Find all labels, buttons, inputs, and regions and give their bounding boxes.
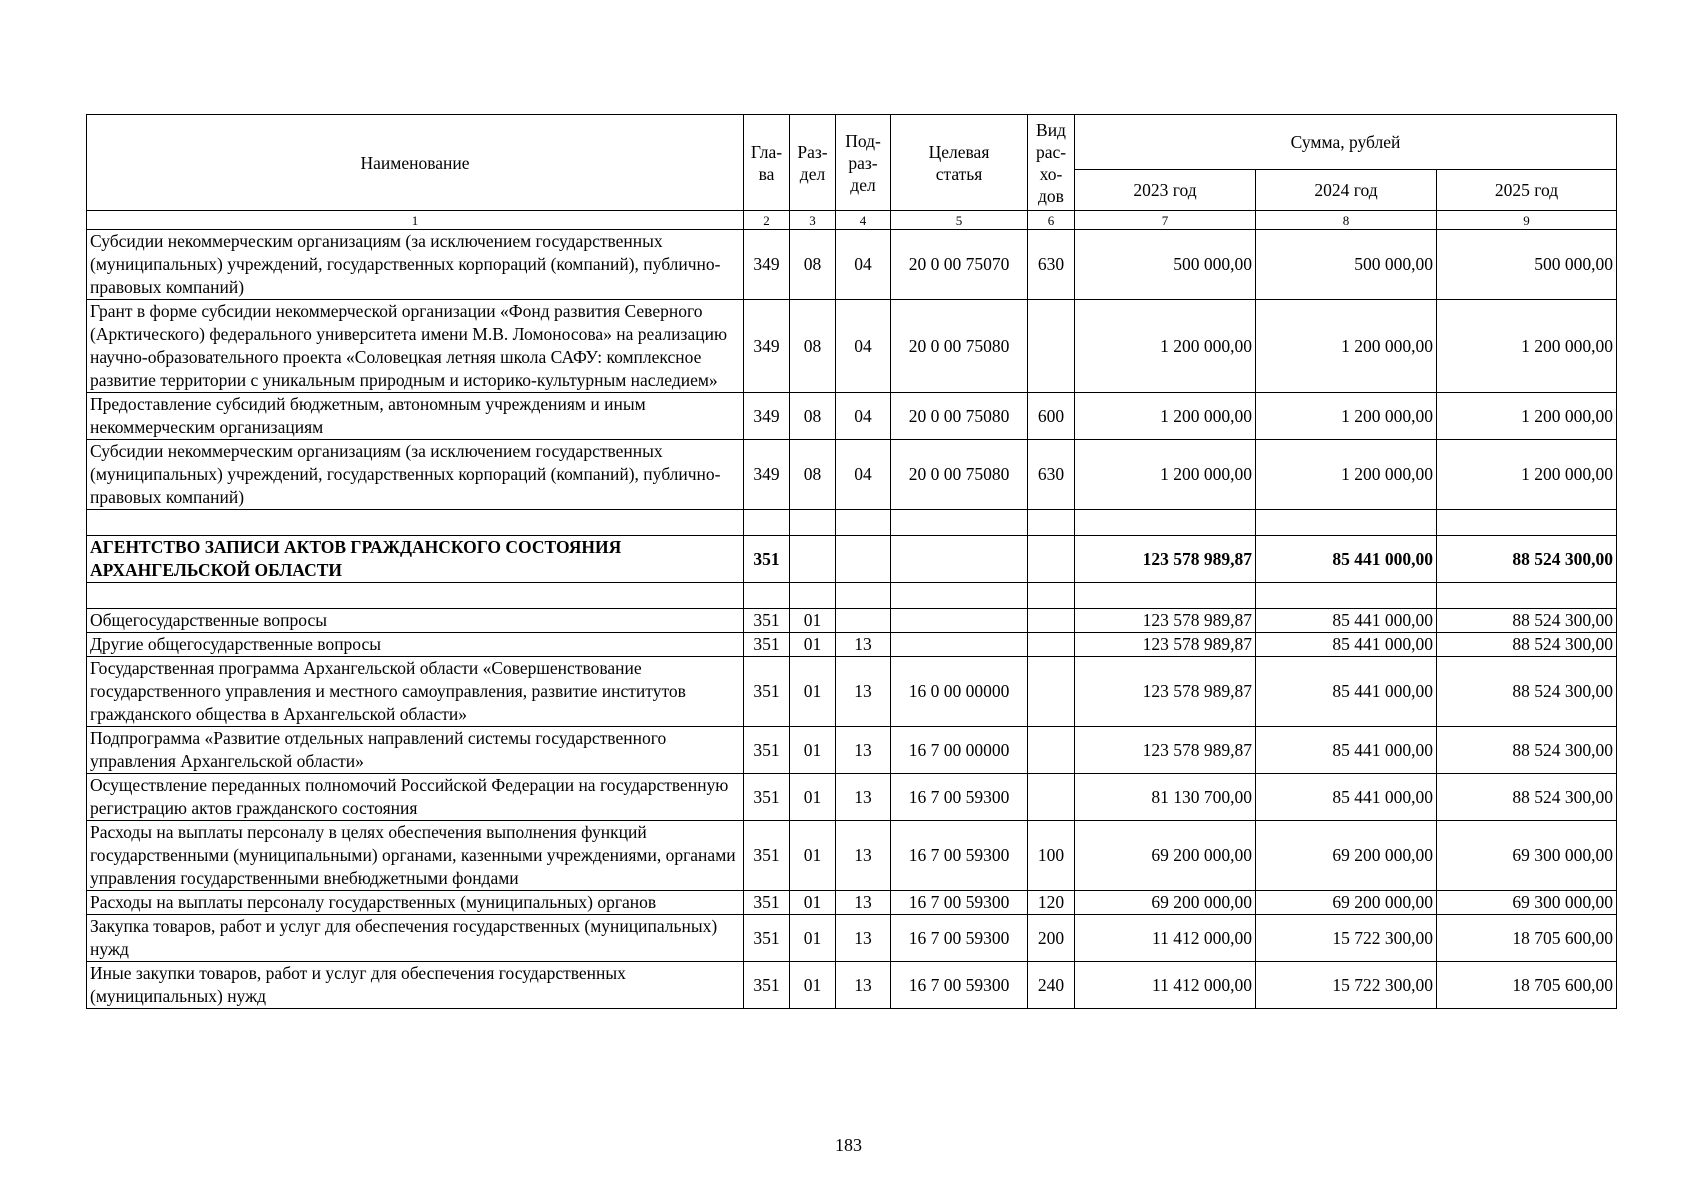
row-vid: 600: [1028, 393, 1075, 440]
row-amount-2025: 88 524 300,00: [1437, 774, 1617, 821]
row-amount-2023: 123 578 989,87: [1075, 609, 1256, 633]
column-number: 4: [836, 211, 891, 230]
row-podrazdel: 04: [836, 393, 891, 440]
row-vid: [1028, 300, 1075, 393]
row-vid: 120: [1028, 891, 1075, 915]
row-podrazdel: 13: [836, 727, 891, 774]
row-amount-2023: 123 578 989,87: [1075, 536, 1256, 583]
row-name: Подпрограмма «Развитие отдельных направлений системы государственного управления Архангельской области»: [87, 727, 744, 774]
row-tselevaya: 16 7 00 59300: [891, 962, 1028, 1009]
header-name: Наименование: [87, 115, 744, 211]
row-vid: [1028, 536, 1075, 583]
row-amount-2025: 88 524 300,00: [1437, 657, 1617, 727]
row-razdel: 01: [790, 774, 836, 821]
table-row: [87, 962, 1617, 1009]
row-tselevaya: 16 7 00 59300: [891, 915, 1028, 962]
row-tselevaya: [891, 609, 1028, 633]
row-amount-2025: [1437, 583, 1617, 609]
row-amount-2024: 85 441 000,00: [1256, 727, 1437, 774]
row-amount-2023: 123 578 989,87: [1075, 633, 1256, 657]
row-amount-2025: 18 705 600,00: [1437, 962, 1617, 1009]
row-vid: [1028, 774, 1075, 821]
table-row-empty: [87, 510, 1617, 536]
row-name: [87, 583, 744, 609]
row-podrazdel: 13: [836, 633, 891, 657]
column-number: 9: [1437, 211, 1617, 230]
column-number: 3: [790, 211, 836, 230]
row-amount-2025: 1 200 000,00: [1437, 300, 1617, 393]
table-row: [87, 727, 1617, 774]
row-glava: 351: [744, 609, 790, 633]
column-number: 1: [87, 211, 744, 230]
row-glava: 349: [744, 300, 790, 393]
row-name: Расходы на выплаты персоналу государственных (муниципальных) органов: [87, 891, 744, 915]
table-row: [87, 774, 1617, 821]
header-2023: 2023 год: [1075, 170, 1256, 211]
row-tselevaya: [891, 510, 1028, 536]
table-row: [87, 633, 1617, 657]
row-amount-2025: 88 524 300,00: [1437, 609, 1617, 633]
row-amount-2025: 88 524 300,00: [1437, 633, 1617, 657]
table-row: [87, 609, 1617, 633]
row-razdel: [790, 510, 836, 536]
row-razdel: 08: [790, 300, 836, 393]
header-vid: [1028, 115, 1075, 211]
row-amount-2024: [1256, 583, 1437, 609]
row-amount-2023: 11 412 000,00: [1075, 915, 1256, 962]
row-glava: 351: [744, 915, 790, 962]
page-number: 183: [835, 1135, 862, 1155]
table-row: [87, 915, 1617, 962]
table-row: [87, 230, 1617, 300]
row-amount-2024: 1 200 000,00: [1256, 300, 1437, 393]
row-name: Расходы на выплаты персоналу в целях обеспечения выполнения функций государственными (муниципальными) органами, казенными учреждениями, органами управления государственными внебюджетными фондами: [87, 821, 744, 891]
row-tselevaya: 20 0 00 75070: [891, 230, 1028, 300]
header-2025: 2025 год: [1437, 170, 1617, 211]
row-podrazdel: [836, 536, 891, 583]
row-glava: 351: [744, 657, 790, 727]
row-amount-2024: 15 722 300,00: [1256, 915, 1437, 962]
row-tselevaya: 20 0 00 75080: [891, 300, 1028, 393]
header-2024: 2024 год: [1256, 170, 1437, 211]
row-amount-2025: 1 200 000,00: [1437, 393, 1617, 440]
row-tselevaya: 16 0 00 00000: [891, 657, 1028, 727]
row-amount-2024: 85 441 000,00: [1256, 633, 1437, 657]
row-amount-2023: [1075, 583, 1256, 609]
row-razdel: 01: [790, 891, 836, 915]
row-podrazdel: 13: [836, 774, 891, 821]
row-amount-2023: 81 130 700,00: [1075, 774, 1256, 821]
row-podrazdel: 13: [836, 821, 891, 891]
row-amount-2024: 85 441 000,00: [1256, 609, 1437, 633]
row-podrazdel: 04: [836, 230, 891, 300]
header-podrazdel: [836, 115, 891, 211]
row-tselevaya: 16 7 00 59300: [891, 774, 1028, 821]
row-name: Предоставление субсидий бюджетным, автономным учреждениям и иным некоммерческим организациям: [87, 393, 744, 440]
row-vid: 240: [1028, 962, 1075, 1009]
row-amount-2023: 69 200 000,00: [1075, 891, 1256, 915]
row-amount-2025: 1 200 000,00: [1437, 440, 1617, 510]
column-number: 7: [1075, 211, 1256, 230]
row-amount-2025: 88 524 300,00: [1437, 727, 1617, 774]
row-glava: [744, 510, 790, 536]
row-amount-2025: 18 705 600,00: [1437, 915, 1617, 962]
row-tselevaya: [891, 536, 1028, 583]
row-tselevaya: 16 7 00 59300: [891, 891, 1028, 915]
row-razdel: 08: [790, 440, 836, 510]
row-amount-2023: 123 578 989,87: [1075, 657, 1256, 727]
row-amount-2023: 1 200 000,00: [1075, 300, 1256, 393]
row-vid: [1028, 583, 1075, 609]
row-name: Субсидии некоммерческим организациям (за исключением государственных (муниципальных) учреждений, государственных корпораций (компаний), публично-правовых компаний): [87, 230, 744, 300]
row-amount-2023: [1075, 510, 1256, 536]
row-razdel: 01: [790, 962, 836, 1009]
row-amount-2024: 1 200 000,00: [1256, 440, 1437, 510]
row-podrazdel: [836, 583, 891, 609]
budget-table: [86, 114, 1617, 1009]
row-amount-2024: 85 441 000,00: [1256, 536, 1437, 583]
header-razdel-label: Раз- дел: [797, 141, 828, 184]
row-vid: [1028, 633, 1075, 657]
row-name: Общегосударственные вопросы: [87, 609, 744, 633]
row-podrazdel: 04: [836, 440, 891, 510]
row-amount-2024: 85 441 000,00: [1256, 774, 1437, 821]
row-tselevaya: 20 0 00 75080: [891, 393, 1028, 440]
row-tselevaya: 16 7 00 00000: [891, 727, 1028, 774]
row-amount-2023: 500 000,00: [1075, 230, 1256, 300]
header-razdel: [790, 115, 836, 211]
table-row: [87, 440, 1617, 510]
header-row-1: [87, 115, 1617, 170]
row-vid: [1028, 727, 1075, 774]
row-vid: [1028, 657, 1075, 727]
row-vid: 630: [1028, 230, 1075, 300]
row-vid: 200: [1028, 915, 1075, 962]
row-podrazdel: [836, 609, 891, 633]
table-body: [87, 230, 1617, 1009]
header-summa: Сумма, рублей: [1075, 115, 1617, 170]
header-glava-label: Гла- ва: [750, 141, 783, 184]
row-razdel: 01: [790, 609, 836, 633]
row-glava: 351: [744, 633, 790, 657]
column-number: 5: [891, 211, 1028, 230]
row-glava: 351: [744, 727, 790, 774]
row-amount-2023: 11 412 000,00: [1075, 962, 1256, 1009]
row-podrazdel: 13: [836, 915, 891, 962]
row-glava: 349: [744, 230, 790, 300]
row-vid: 100: [1028, 821, 1075, 891]
row-glava: 349: [744, 440, 790, 510]
row-amount-2024: 85 441 000,00: [1256, 657, 1437, 727]
row-vid: [1028, 510, 1075, 536]
row-name: Иные закупки товаров, работ и услуг для обеспечения государственных (муниципальных) нужд: [87, 962, 744, 1009]
row-glava: 351: [744, 774, 790, 821]
row-razdel: 01: [790, 633, 836, 657]
row-glava: 351: [744, 962, 790, 1009]
table-row: [87, 393, 1617, 440]
row-amount-2025: [1437, 510, 1617, 536]
row-name: АГЕНТСТВО ЗАПИСИ АКТОВ ГРАЖДАНСКОГО СОСТОЯНИЯ АРХАНГЕЛЬСКОЙ ОБЛАСТИ: [87, 536, 744, 583]
row-amount-2024: 69 200 000,00: [1256, 821, 1437, 891]
row-podrazdel: 13: [836, 657, 891, 727]
column-number: 6: [1028, 211, 1075, 230]
row-tselevaya: [891, 583, 1028, 609]
row-razdel: 01: [790, 727, 836, 774]
row-amount-2025: 69 300 000,00: [1437, 821, 1617, 891]
row-razdel: 01: [790, 821, 836, 891]
row-razdel: 01: [790, 915, 836, 962]
row-amount-2024: 1 200 000,00: [1256, 393, 1437, 440]
row-name: [87, 510, 744, 536]
row-podrazdel: 13: [836, 891, 891, 915]
row-amount-2024: 15 722 300,00: [1256, 962, 1437, 1009]
row-amount-2023: 69 200 000,00: [1075, 821, 1256, 891]
row-podrazdel: 13: [836, 962, 891, 1009]
table-row-empty: [87, 583, 1617, 609]
row-glava: 351: [744, 891, 790, 915]
row-razdel: [790, 583, 836, 609]
row-amount-2023: 123 578 989,87: [1075, 727, 1256, 774]
row-podrazdel: 04: [836, 300, 891, 393]
row-amount-2024: 69 200 000,00: [1256, 891, 1437, 915]
row-amount-2025: 500 000,00: [1437, 230, 1617, 300]
row-razdel: 08: [790, 230, 836, 300]
row-amount-2025: 69 300 000,00: [1437, 891, 1617, 915]
row-vid: [1028, 609, 1075, 633]
table-row: [87, 657, 1617, 727]
row-name: Субсидии некоммерческим организациям (за исключением государственных (муниципальных) учреждений, государственных корпораций (компаний), публично-правовых компаний): [87, 440, 744, 510]
column-number: 8: [1256, 211, 1437, 230]
table-row: [87, 536, 1617, 583]
row-amount-2025: 88 524 300,00: [1437, 536, 1617, 583]
row-amount-2024: 500 000,00: [1256, 230, 1437, 300]
row-name: Грант в форме субсидии некоммерческой организации «Фонд развития Северного (Арктического) федерального университета имени М.В. Ломоносова» на реализацию научно-образовательного проекта «Соловецкая летняя школа САФУ: комплексное развитие территории с уникальным природным и историко-культурным наследием»: [87, 300, 744, 393]
row-razdel: 08: [790, 393, 836, 440]
column-number: 2: [744, 211, 790, 230]
row-razdel: 01: [790, 657, 836, 727]
column-numbers-row: [87, 211, 1617, 230]
header-tselevaya: [891, 115, 1028, 211]
row-tselevaya: 20 0 00 75080: [891, 440, 1028, 510]
row-vid: 630: [1028, 440, 1075, 510]
header-podrazdel-label: Под- раз- дел: [845, 130, 881, 195]
row-podrazdel: [836, 510, 891, 536]
row-razdel: [790, 536, 836, 583]
table-row: [87, 300, 1617, 393]
row-amount-2023: 1 200 000,00: [1075, 393, 1256, 440]
header-vid-label: Вид рас- хо- дов: [1035, 119, 1067, 206]
row-glava: [744, 583, 790, 609]
row-name: Закупка товаров, работ и услуг для обеспечения государственных (муниципальных) нужд: [87, 915, 744, 962]
row-name: Осуществление переданных полномочий Российской Федерации на государственную регистрацию актов гражданского состояния: [87, 774, 744, 821]
table-row: [87, 891, 1617, 915]
row-glava: 349: [744, 393, 790, 440]
row-tselevaya: [891, 633, 1028, 657]
row-glava: 351: [744, 821, 790, 891]
row-amount-2024: [1256, 510, 1437, 536]
row-tselevaya: 16 7 00 59300: [891, 821, 1028, 891]
row-name: Другие общегосударственные вопросы: [87, 633, 744, 657]
header-tselevaya-label: Целевая статья: [928, 141, 990, 184]
row-name: Государственная программа Архангельской области «Совершенствование государственного управления и местного самоуправления, развитие институтов гражданского общества в Архангельской области»: [87, 657, 744, 727]
row-amount-2023: 1 200 000,00: [1075, 440, 1256, 510]
header-glava: [744, 115, 790, 211]
budget-table-container: [86, 114, 1616, 1009]
table-row: [87, 821, 1617, 891]
row-glava: 351: [744, 536, 790, 583]
